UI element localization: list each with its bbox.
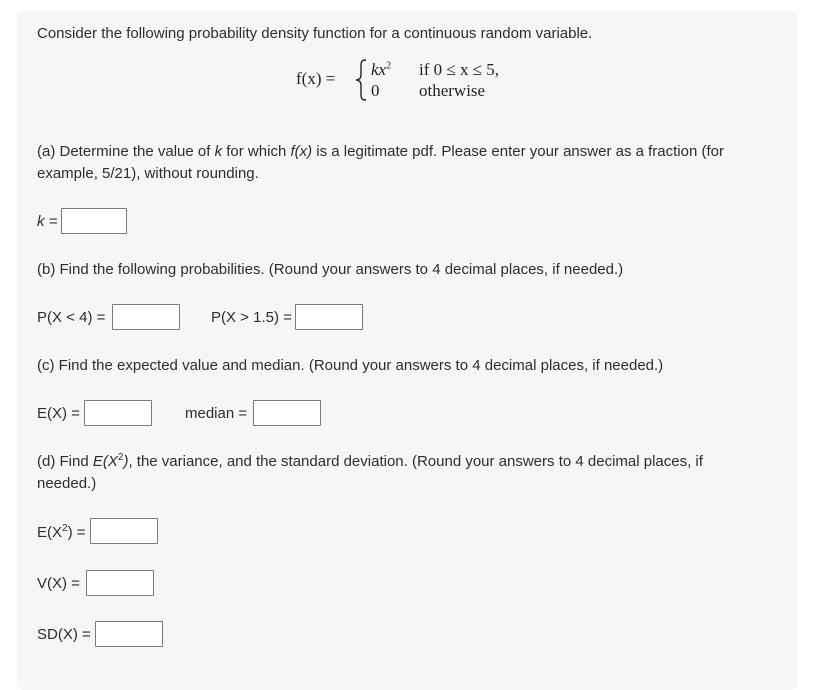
part-a-text: (a) Determine the value of k for which f(x) is a legitimate pdf. Please enter your answer as a fraction (for example, 5/21), without rounding. [37,143,724,182]
median-label: median = [185,405,248,422]
variance-label: V(X) = [37,575,80,592]
k-label: k = [37,213,58,230]
p-x-less-4-label: P(X < 4) = [37,309,106,326]
expected-value-label: E(X) = [37,405,80,422]
expected-value-input[interactable] [84,400,152,426]
p-x-less-4-input[interactable] [112,304,180,330]
ex2-label: $E(X^2)$ = [37,523,86,541]
sd-label: SD(X) = [37,626,91,643]
p-x-greater-1.5-input[interactable] [295,304,363,330]
pdf-case1-condition: if 0 ≤ x ≤ 5, [419,60,500,79]
variance-input[interactable] [86,570,154,596]
ex2-input[interactable] [90,518,158,544]
part-c-text: (c) Find the expected value and median. (Round your answers to 4 decimal places, if needed.) [37,357,664,374]
k-input[interactable] [61,208,127,234]
part-d-text: (d) Find $E(X^2)$, the variance, and the standard deviation. (Round your answers to 4 decimal places, if needed.) [37,452,703,492]
part-b-text: (b) Find the following probabilities. (Round your answers to 4 decimal places, if needed.) [37,261,624,278]
pdf-case2-expr: 0 [371,81,380,100]
p-x-greater-1.5-label: P(X > 1.5) = [211,309,292,326]
left-brace-icon [354,58,368,102]
sd-input[interactable] [95,621,163,647]
pdf-case2-condition: otherwise [419,81,486,100]
intro-text: Consider the following probability density function for a continuous random variable. [37,25,593,42]
pdf-lhs: f(x) = [296,69,336,88]
median-input[interactable] [253,400,321,426]
pdf-case1-expr: $kx^2$ [371,60,392,79]
